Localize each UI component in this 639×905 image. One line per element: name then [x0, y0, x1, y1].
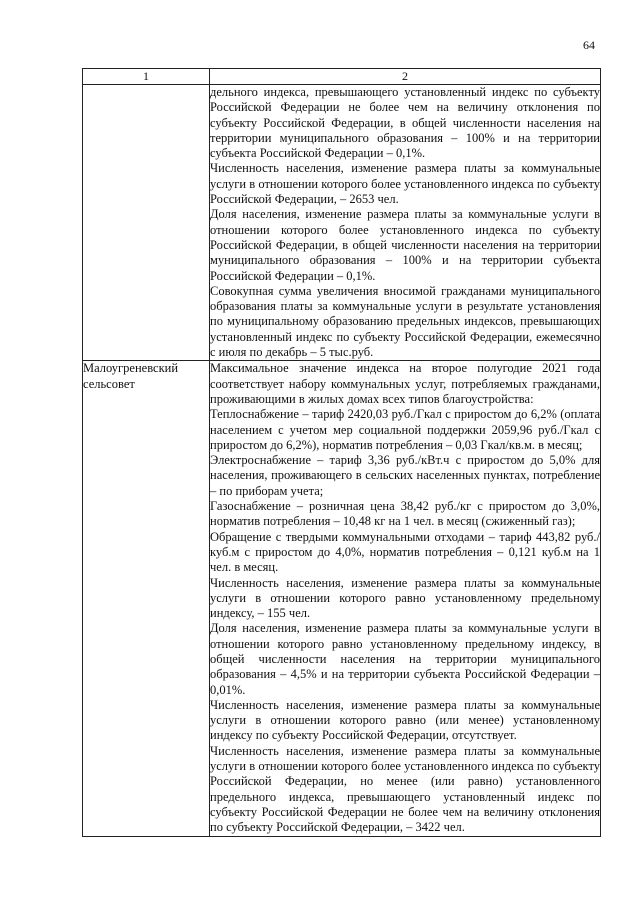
column-header-1: 1 — [83, 69, 210, 85]
page-number: 64 — [583, 38, 595, 52]
table-header-row — [83, 69, 601, 85]
municipality-name-line2: сельсовет — [83, 376, 135, 391]
paragraph: Теплоснабжение – тариф 2420,03 руб./Гкал с приростом до 6,2% (оплата населением с учетом мер социальной поддержки 2059,96 руб./Гкал с приростом до 6,2%), норматив потребления – 0,03 Гкал/кв.м. в месяц; — [210, 407, 600, 452]
paragraph: Численность населения, изменение размера платы за коммунальные услуги в отношении которого более установленного индекса по субъекту Российской Федерации, но менее (или равно) установленного предельного индекса, превышающего установленный индекс по субъекту Российской Федерации не более чем на величину отклонения по субъекту Российской Федерации, – 3422 чел. — [210, 743, 600, 835]
table-row — [83, 85, 601, 361]
paragraph: Численность населения, изменение размера платы за коммунальные услуги в отношении которого более установленного индекса по субъекту Российской Федерации, – 2653 чел. — [210, 161, 600, 207]
paragraph: Обращение с твердыми коммунальными отходами – тариф 443,82 руб./куб.м с приростом до 4,0%, норматив потребления – 0,121 куб.м на 1 чел. в месяц. — [210, 529, 600, 575]
paragraph: Доля населения, изменение размера платы за коммунальные услуги в отношении которого равно установленному предельному индексу, в общей численности населения на территории муниципального образования – 4,5% и на территории субъекта Российской Федерации – 0,01%. — [210, 621, 600, 697]
paragraph: Газоснабжение – розничная цена 38,42 руб./кг с приростом до 3,0%, норматив потребления – 10,48 кг на 1 чел. в месяц (сжиженный газ); — [210, 499, 600, 529]
municipality-cell — [83, 361, 210, 836]
municipality-cell-empty — [83, 85, 210, 361]
paragraph: Электроснабжение – тариф 3,36 руб./кВт.ч с приростом до 5,0% для населения, проживающего в сельских населенных пунктах, потребление – по приборам учета; — [210, 453, 600, 498]
paragraph: Доля населения, изменение размера платы за коммунальные услуги в отношении которого более установленного индекса по субъекту Российской Федерации, в общей численности населения на территории муниципального образования – 100% и на территории субъекта Российской Федерации – 0,1%. — [210, 207, 600, 283]
paragraph: Максимальное значение индекса на второе полугодие 2021 года соответствует набору коммунальных услуг, потребляемых гражданами, проживающими в жилых домах всех типов благоустройства: — [210, 361, 600, 406]
municipality-name-line1: Малоугреневский — [83, 361, 179, 376]
paragraph: дельного индекса, превышающего установленный индекс по субъекту Российской Федерации не более чем на величину отклонения по субъекту Российской Федерации, в общей численности населения на территории муниципального образования – 100% и на территории субъекта Российской Федерации – 0,1%. — [210, 85, 600, 161]
column-header-2: 2 — [210, 69, 601, 85]
document-table — [82, 68, 601, 837]
table-row — [83, 361, 601, 836]
paragraph: Совокупная сумма увеличения вносимой гражданами муниципального образования платы за коммунальные услуги в результате установления по муниципальному образованию предельных индексов, превышающих установленный индекс по субъекту Российской Федерации, ежемесячно с июля по декабрь – 5 тыс.руб. — [210, 283, 600, 360]
paragraph: Численность населения, изменение размера платы за коммунальные услуги в отношении которого равно (или менее) установленному индексу по субъекту Российской Федерации, отсутствует. — [210, 697, 600, 743]
description-cell — [210, 85, 601, 361]
description-cell — [210, 361, 601, 836]
paragraph: Численность населения, изменение размера платы за коммунальные услуги в отношении которого равно установленному предельному индексу, – 155 чел. — [210, 575, 600, 621]
